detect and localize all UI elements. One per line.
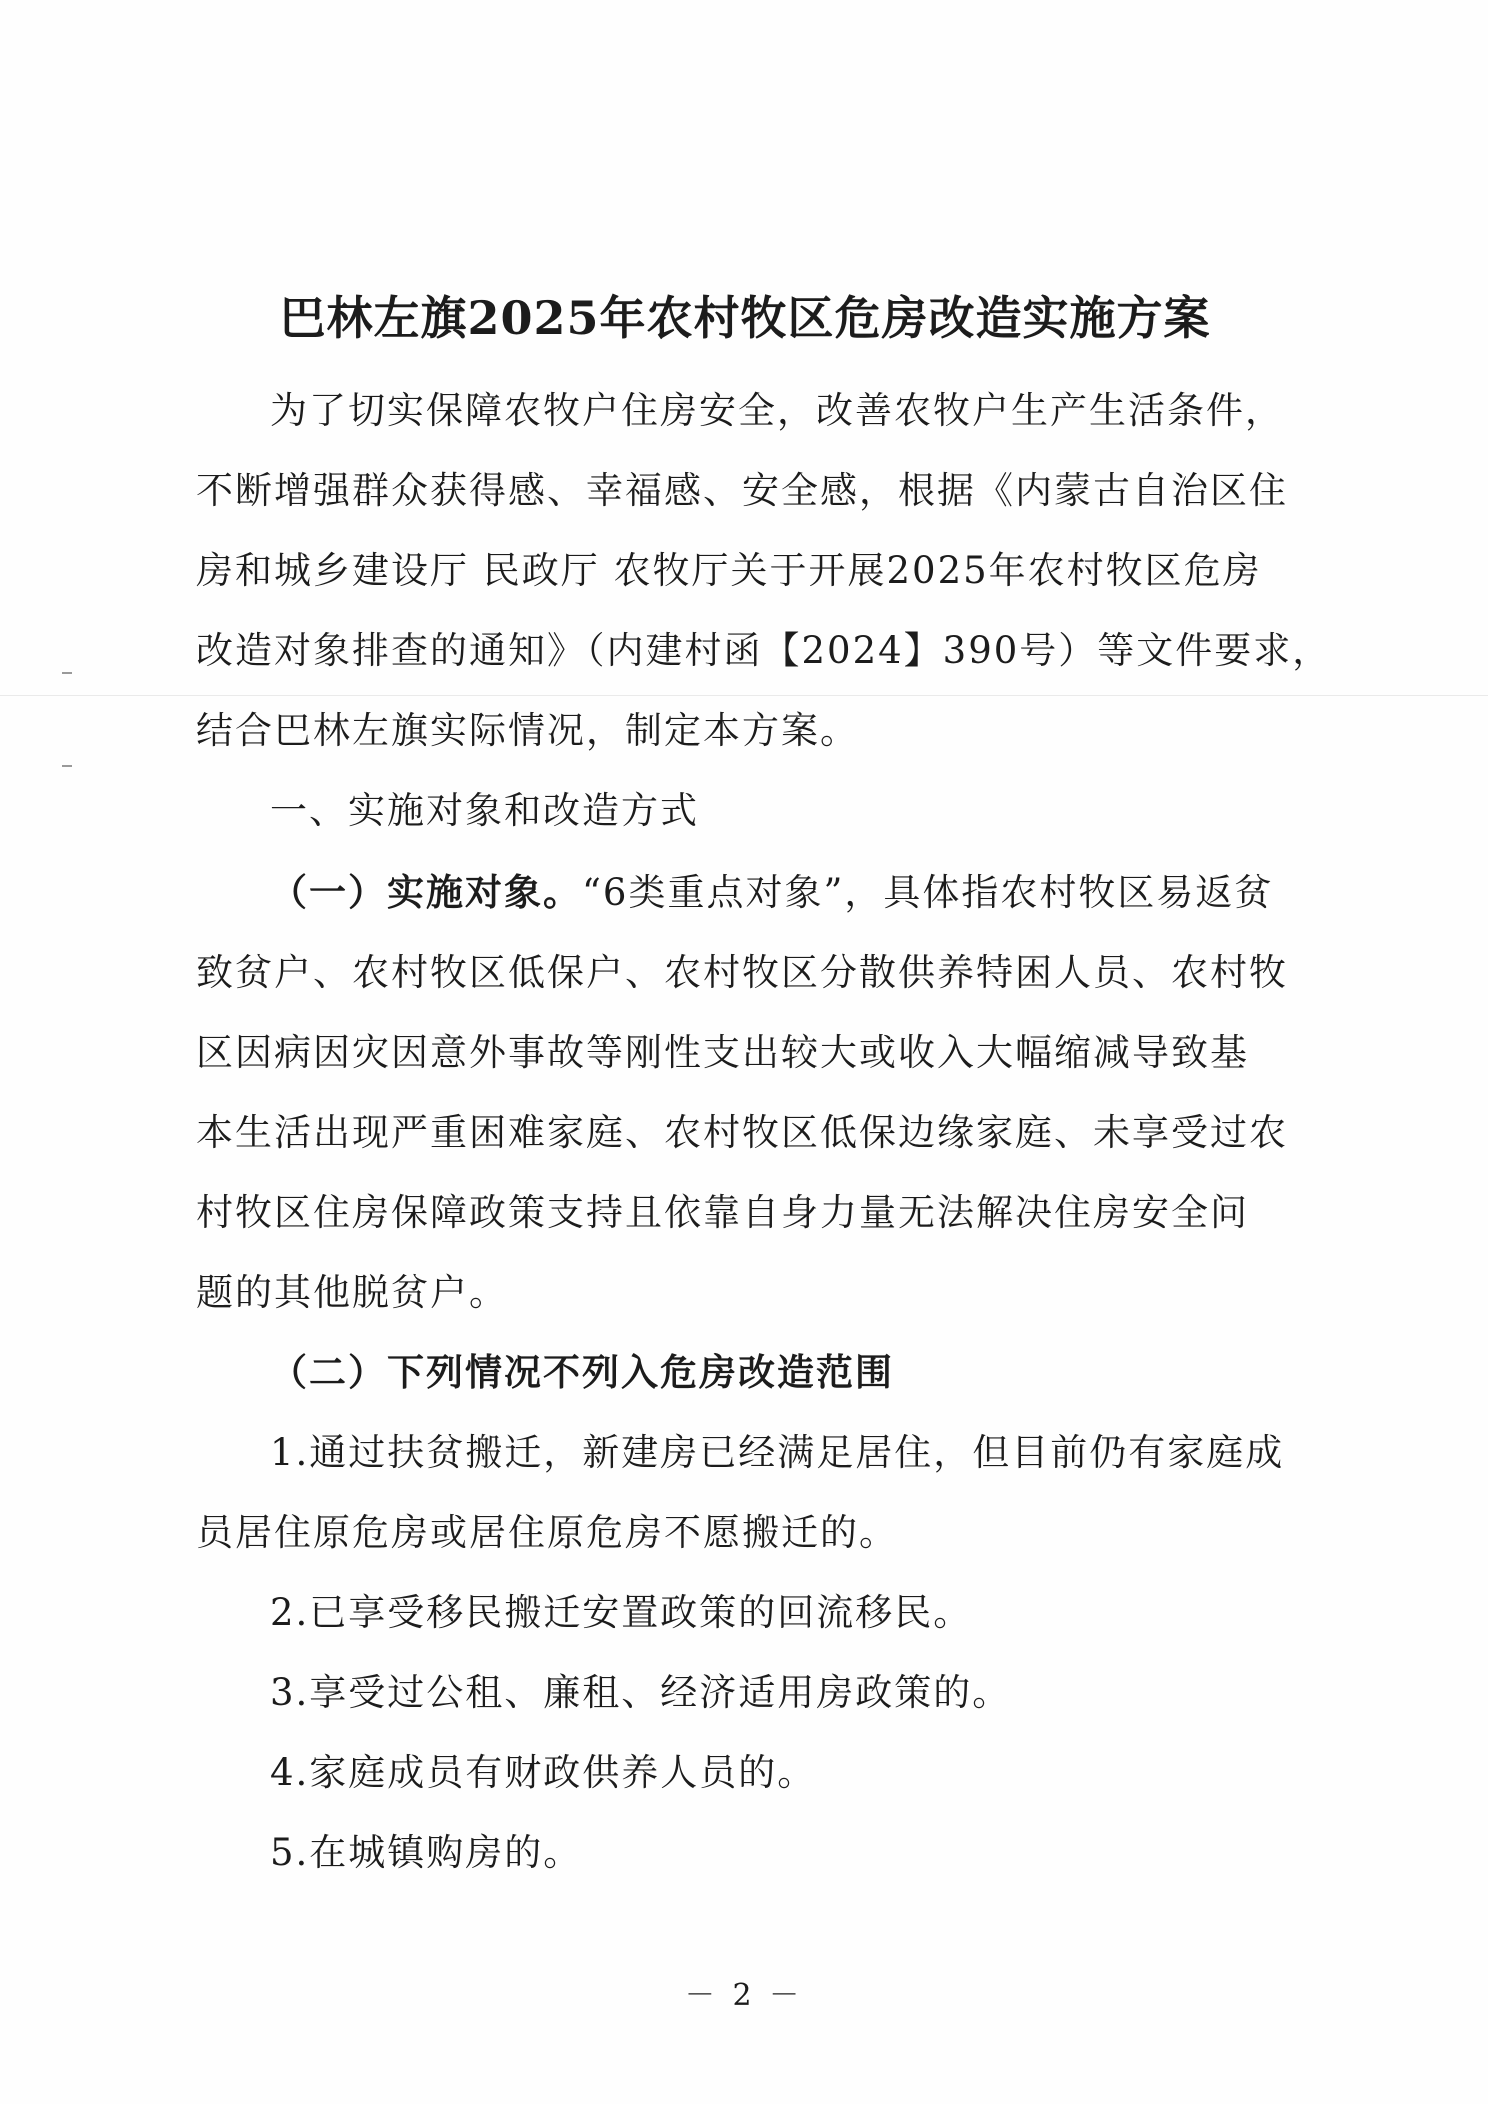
page-number: － 2 － [684, 1978, 804, 2013]
scan-artifact-line [0, 695, 1488, 696]
intro-line-4: 改造对象排查的通知》（内建村函【2024】390号）等文件要求， [196, 629, 1332, 672]
subsection1-line-6: 题的其他脱贫户。 [196, 1271, 508, 1314]
list-item-3: 3.享受过公租、廉租、经济适用房政策的。 [270, 1671, 1012, 1714]
intro-line-5: 结合巴林左旗实际情况，制定本方案。 [196, 709, 859, 752]
subsection2-heading: （二）下列情况不列入危房改造范围 [270, 1350, 894, 1394]
intro-line-1: 为了切实保障农牧户住房安全，改善农牧户生产生活条件， [270, 389, 1284, 432]
list-item-5: 5.在城镇购房的。 [270, 1831, 583, 1874]
intro-line-3: 房和城乡建设厅 民政厅 农牧厅关于开展2025年农村牧区危房 [196, 549, 1262, 592]
intro-line-2: 不断增强群众获得感、幸福感、安全感，根据《内蒙古自治区住 [196, 469, 1288, 512]
subsection1-text: “6类重点对象”，具体指农村牧区易返贫 [582, 871, 1274, 914]
subsection1-label: （一）实施对象。 [270, 870, 582, 914]
document-title: 巴林左旗2025年农村牧区危房改造实施方案 [279, 291, 1211, 345]
list-item-2: 2.已享受移民搬迁安置政策的回流移民。 [270, 1591, 973, 1634]
section1-heading: 一、实施对象和改造方式 [270, 789, 699, 832]
scan-artifact-dot [62, 672, 72, 674]
subsection1-first-line [270, 862, 1273, 916]
subsection1-line-2: 致贫户、农村牧区低保户、农村牧区分散供养特困人员、农村牧 [196, 951, 1288, 994]
subsection1-line-5: 村牧区住房保障政策支持且依靠自身力量无法解决住房安全问 [196, 1191, 1249, 1234]
scan-artifact-dot [62, 765, 72, 767]
subsection1-line-3: 区因病因灾因意外事故等刚性支出较大或收入大幅缩减导致基 [196, 1031, 1249, 1074]
subsection1-line-4: 本生活出现严重困难家庭、农村牧区低保边缘家庭、未享受过农 [196, 1111, 1288, 1154]
list-item-4: 4.家庭成员有财政供养人员的。 [270, 1751, 817, 1794]
list-item-1: 1.通过扶贫搬迁，新建房已经满足居住，但目前仍有家庭成 [270, 1431, 1285, 1474]
list-item-1-continued: 员居住原危房或居住原危房不愿搬迁的。 [196, 1511, 898, 1554]
